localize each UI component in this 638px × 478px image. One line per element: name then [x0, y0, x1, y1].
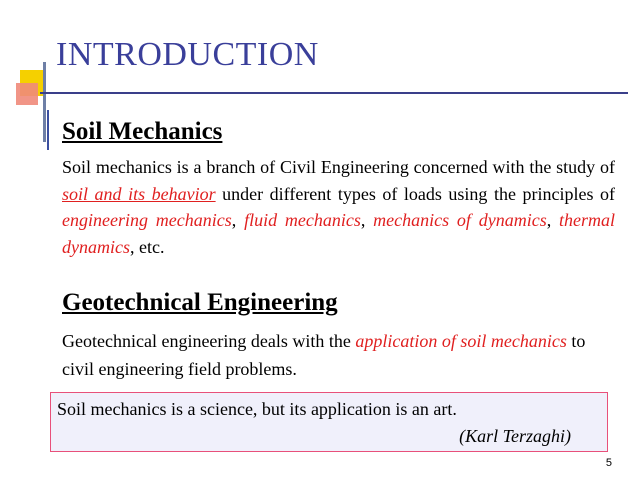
decorative-vertical-bar: [43, 62, 46, 142]
text-run: Geotechnical engineering deals with the: [62, 331, 356, 351]
quote-text: Soil mechanics is a science, but its application is an art.: [57, 399, 457, 419]
highlight-engineering-mechanics: engineering mechanics: [62, 210, 232, 230]
text-run: , etc.: [129, 236, 165, 257]
quote-box: [50, 392, 608, 452]
highlight-thermal-dynamics: thermal dynamics: [62, 210, 616, 257]
decorative-vertical-bar-accent: [47, 110, 49, 150]
highlight-application-of-soil-mechanics: application of soil mechanics: [355, 331, 567, 351]
quote-author: (Karl Terzaghi): [459, 426, 571, 446]
text-run: Soil mechanics is a branch of Civil Engineering concerned with the study of: [62, 157, 615, 177]
title-divider: [40, 92, 628, 94]
geotechnical-paragraph: [62, 327, 615, 383]
text-run: ,: [231, 210, 245, 230]
text-run: ,: [546, 210, 560, 230]
highlight-soil-behavior: soil and its behavior: [62, 183, 216, 204]
text-run: ,: [360, 210, 374, 230]
text-run: under different types of loads using the principles of: [215, 183, 616, 204]
section-heading-geotechnical-engineering: Geotechnical Engineering: [62, 289, 338, 316]
section-heading-soil-mechanics: Soil Mechanics: [62, 118, 223, 145]
text-run: to civil engineering field problems.: [62, 331, 586, 379]
page-number: 5: [605, 457, 612, 469]
slide-title: INTRODUCTION: [56, 36, 319, 73]
highlight-mechanics-of-dynamics: mechanics of dynamics: [373, 210, 547, 230]
highlight-fluid-mechanics: fluid mechanics: [244, 210, 361, 230]
soil-mechanics-paragraph: [62, 154, 615, 260]
decorative-red-square: [16, 83, 38, 105]
